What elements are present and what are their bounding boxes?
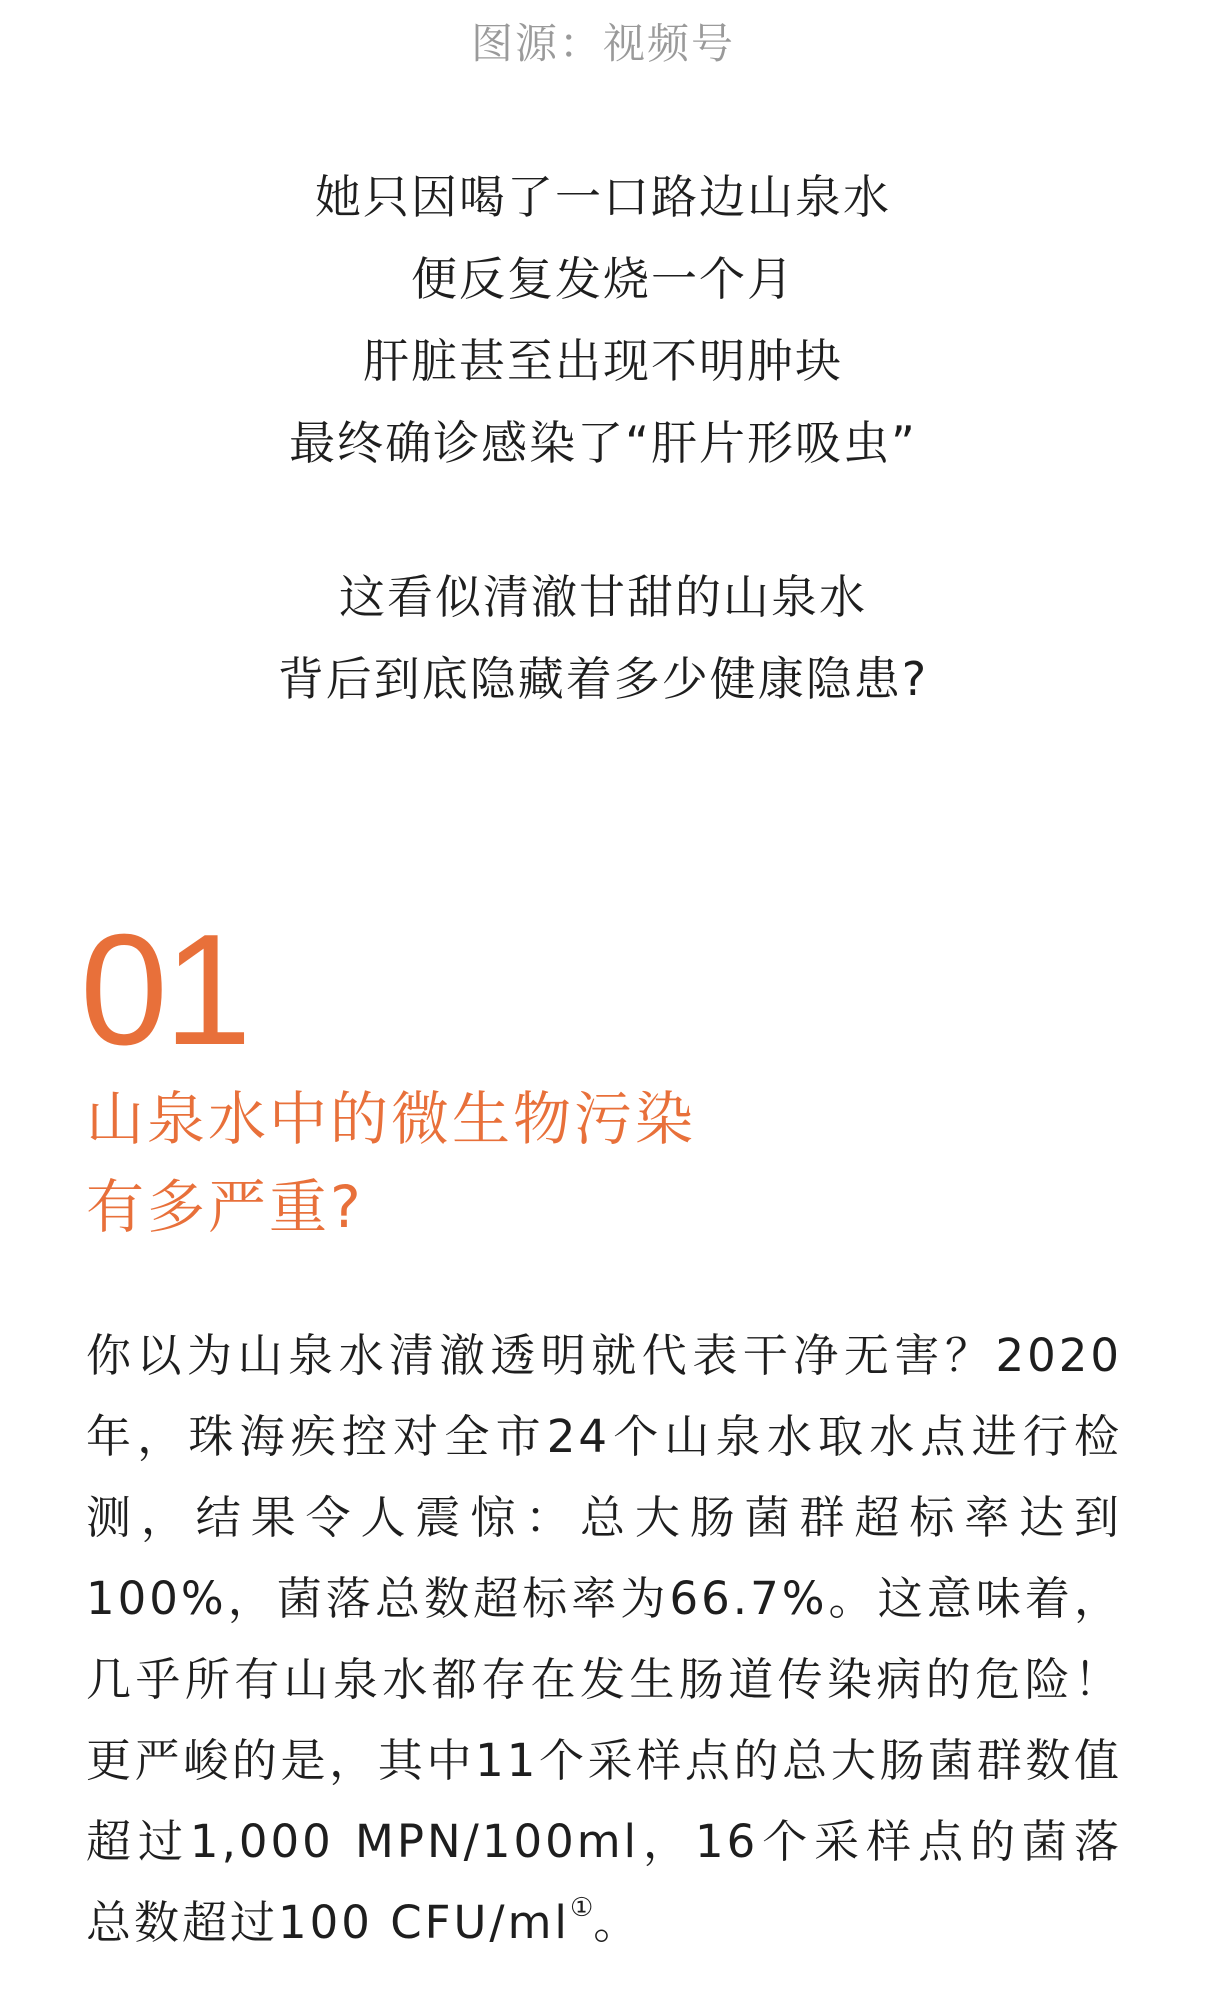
section-title-line: 有多严重? [86, 1173, 364, 1241]
footnote-reference[interactable]: ① [569, 1893, 594, 1923]
section-body-text: 你以为山泉水清澈透明就代表干净无害？2020年，珠海疾控对全市24个山泉水取水点进行检测，结果令人震惊：总大肠菌群超标率达到100%，菌落总数超标率为66.7%。这意味着，几乎所有山泉水都存在发生肠道传染病的危险！更严峻的是，其中11个采样点的总大肠菌群数值超过1,000 MPN/100ml，16个采样点的菌落总数超过100 CFU/ml [86, 1329, 1122, 1949]
section-body-end: 。 [593, 1896, 642, 1949]
question-poem [0, 556, 1206, 720]
intro-poem-line: 肝脏甚至出现不明肿块 [363, 334, 843, 388]
section-number: 01 [80, 902, 248, 1078]
intro-poem [0, 156, 1206, 484]
image-source-caption: 图源：视频号 [470, 19, 735, 68]
intro-poem-line: 便反复发烧一个月 [411, 252, 795, 306]
question-poem-line: 这看似清澈甘甜的山泉水 [339, 570, 867, 624]
question-poem-line: 背后到底隐藏着多少健康隐患? [277, 652, 929, 706]
section-title [86, 1075, 696, 1251]
intro-poem-line: 她只因喝了一口路边山泉水 [315, 170, 891, 224]
section-body-paragraph [86, 1315, 1122, 1963]
section-title-line: 山泉水中的微生物污染 [86, 1085, 697, 1153]
intro-poem-line: 最终确诊感染了“肝片形吸虫” [289, 416, 917, 470]
